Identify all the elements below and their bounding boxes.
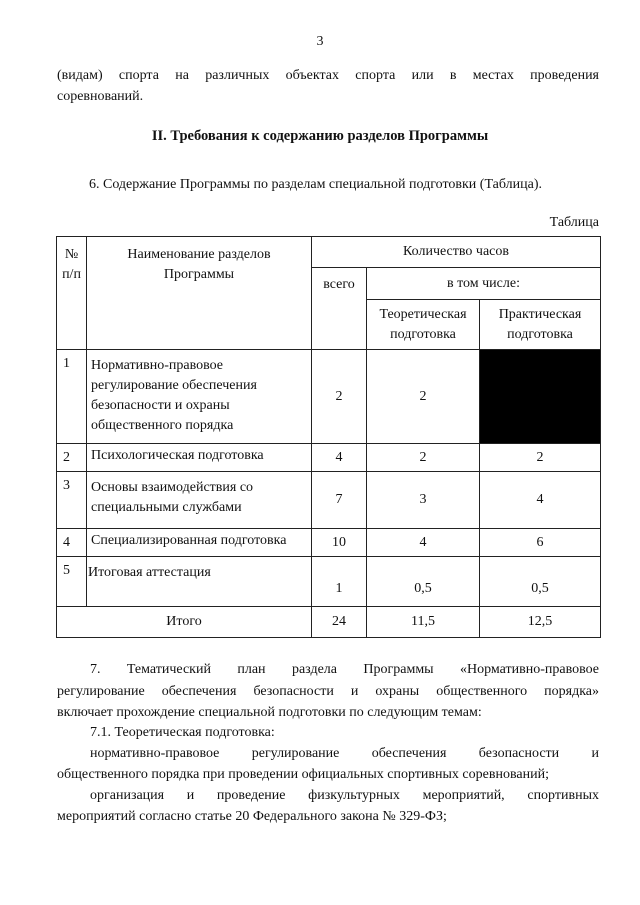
row-total: 4 [312, 444, 367, 472]
totals-label: Итого [57, 607, 312, 638]
table-row [57, 350, 601, 444]
row-theory: 4 [367, 529, 480, 557]
row-total: 1 [312, 557, 367, 607]
row-theory: 2 [367, 444, 480, 472]
row-name: Основы взаимодействия со специальными службами [87, 472, 312, 529]
intro-text-line: соревнований. [57, 89, 144, 104]
header-number-abbr: п/п [62, 267, 81, 282]
paragraph-7-line: включает прохождение специальной подготовки по следующим темам: [57, 705, 482, 720]
header-number-sign: № [64, 247, 79, 262]
row-number: 5 [57, 557, 87, 607]
list-item-line: мероприятий согласно статье 20 Федерального закона № 329-ФЗ; [57, 809, 447, 824]
header-theory: Теоретическая подготовка [367, 300, 480, 350]
header-total: всего [312, 268, 367, 350]
header-section-name: Наименование разделов Программы [87, 237, 312, 350]
table-row [57, 557, 601, 607]
table-caption: Таблица [549, 215, 599, 230]
row-theory: 3 [367, 472, 480, 529]
row-practice: 2 [480, 444, 601, 472]
page-number: 3 [316, 34, 324, 49]
row-practice: 6 [480, 529, 601, 557]
header-practice: Практическая подготовка [480, 300, 601, 350]
row-theory: 2 [367, 350, 480, 444]
intro-text-line: (видам) спорта на различных объектах спорта или в местах проведения [57, 68, 599, 83]
row-practice: 4 [480, 472, 601, 529]
header-number [57, 237, 87, 350]
program-table [56, 236, 601, 638]
header-including: в том числе: [367, 268, 601, 300]
list-item-line: общественного порядка при проведении официальных спортивных соревнований; [57, 767, 549, 782]
section-title: II. Требования к содержанию разделов Программы [151, 128, 489, 144]
paragraph-7-line: регулирование обеспечения безопасности и охраны общественного порядка» [57, 684, 599, 699]
row-practice: 0,5 [480, 557, 601, 607]
totals-total: 24 [312, 607, 367, 638]
row-number: 3 [57, 472, 87, 529]
table-totals-row [57, 607, 601, 638]
totals-theory: 11,5 [367, 607, 480, 638]
row-number: 2 [57, 444, 87, 472]
paragraph-7-line: 7. Тематический план раздела Программы «Нормативно-правовое [90, 662, 599, 677]
paragraph-6: 6. Содержание Программы по разделам специальной подготовки (Таблица). [89, 177, 542, 192]
list-item-line: нормативно-правовое регулирование обеспечения безопасности и [90, 746, 599, 761]
table-row [57, 472, 601, 529]
row-theory: 0,5 [367, 557, 480, 607]
redacted-cell [480, 350, 601, 444]
header-hours: Количество часов [312, 237, 601, 268]
row-name: Нормативно-правовое регулирование обеспечения безопасности и охраны общественного порядка [87, 350, 312, 444]
paragraph-7-1: 7.1. Теоретическая подготовка: [90, 725, 275, 740]
row-number: 1 [57, 350, 87, 444]
row-name: Итоговая аттестация [87, 557, 312, 607]
row-name: Специализированная подготовка [87, 529, 312, 557]
row-name: Психологическая подготовка [87, 444, 312, 472]
totals-practice: 12,5 [480, 607, 601, 638]
table-row [57, 529, 601, 557]
row-total: 10 [312, 529, 367, 557]
row-total: 7 [312, 472, 367, 529]
table-row [57, 444, 601, 472]
row-number: 4 [57, 529, 87, 557]
row-total: 2 [312, 350, 367, 444]
list-item-line: организация и проведение физкультурных мероприятий, спортивных [90, 788, 599, 803]
